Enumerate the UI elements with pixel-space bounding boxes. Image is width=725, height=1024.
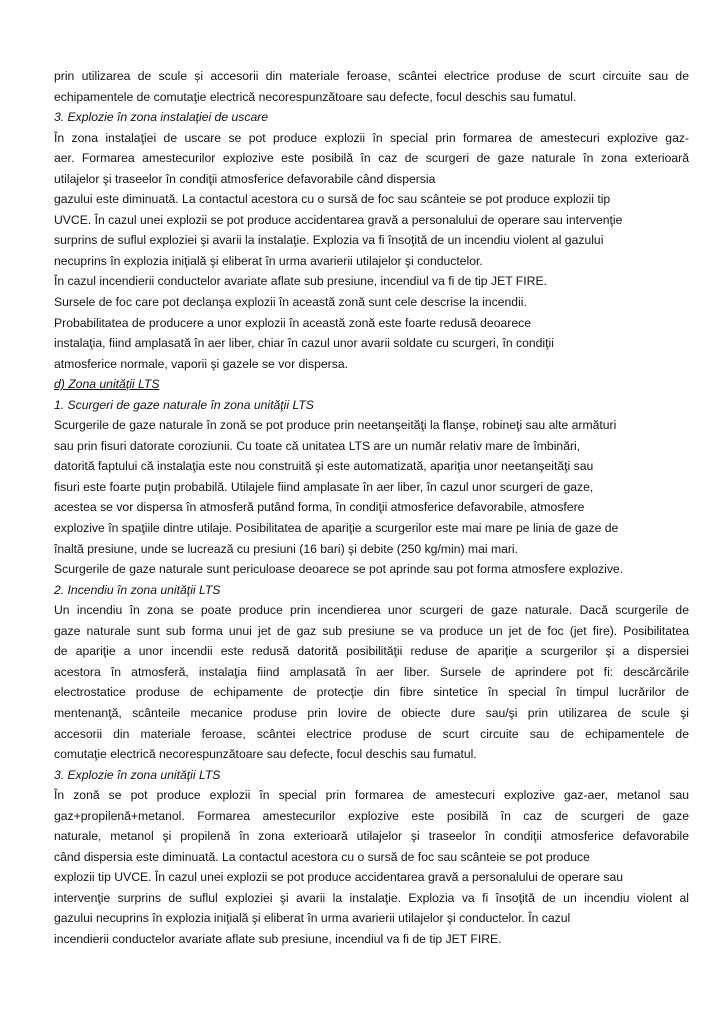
body-text-line: acestora în atmosferă, instalaţia fiind amplasată în aer liber. Sursele de aprindere pot fi: descărcările (54, 664, 689, 679)
body-text-line: accesorii din materiale feroase, scântei electrice produse de scurt circuite sau de echipamentele de (54, 726, 689, 741)
body-text-line: atmosferice normale, vaporii şi gazele se vor dispersa. (54, 356, 348, 371)
body-text-line: de apariţie a unor incendii este redusă datorită posibilităţii reduse de apariţie a scurgerilor şi a dispersiei (54, 644, 689, 659)
body-text-line: UVCE. În cazul unei explozii se pot produce accidentarea gravă a personalului de operare sau intervenţie (54, 212, 623, 227)
subsection-heading: 2. Incendiu în zona unităţii LTS (54, 582, 221, 597)
body-text-line: naturale, metanol şi propilenă în zona exterioară utilajelor şi traseelor în condiţii atmosferice defavorabile (54, 829, 689, 844)
body-text-line: gazului este diminuată. La contactul acestora cu o sursă de foc sau scânteie se pot produce explozii tip (54, 192, 611, 207)
body-text-line: acestea se vor dispersa în atmosferă putând forma, în condiţii atmosferice defavorabile, atmosfere (54, 500, 585, 515)
body-text-line: utilajelor şi traseelor în condiţii atmosferice defavorabile când dispersia (54, 171, 436, 186)
body-text-line: În zonă se pot produce explozii în special prin formarea de amestecuri explozive gaz-aer, metanol sau (54, 788, 689, 803)
body-text-line: instalaţia, fiind amplasată în aer liber, chiar în cazul unor avarii soldate cu scurgeri, în condiţii (54, 336, 554, 351)
body-text-line: explozive în spaţiile dintre utilaje. Posibilitatea de apariţie a scurgerilor este mai mare pe linia de gaze de (54, 521, 619, 536)
body-text-line: când dispersia este diminuată. La contactul acestora cu o sursă de foc sau scânteie se pot produce (54, 849, 590, 864)
body-text-line: În zona instalaţiei de uscare se pot produce explozii în special prin formarea de amestecuri explozive gaz- (54, 130, 689, 145)
body-text-line: datorită faptului că instalaţia este nou construită şi este automatizată, apariţia unor neetanşeităţi sau (54, 459, 594, 474)
body-text-line: Probabilitatea de producere a unor explozii în această zonă este foarte redusă deoarece (54, 315, 531, 330)
body-text-line: explozii tip UVCE. În cazul unei explozii se pot produce accidentarea gravă a personalului de operare sau (54, 870, 624, 885)
subsection-heading: 3. Explozie în zona unităţii LTS (54, 767, 221, 782)
body-text-line: incendierii conductelor avariate aflate sub presiune, incendiul va fi de tip JET FIRE. (54, 931, 502, 946)
body-text-line: echipamentele de comutaţie electrică necorespunzătoare sau defecte, focul deschis sau fumatul. (54, 89, 577, 104)
body-text-line: Un incendiu în zona se poate produce prin incendierea unor scurgeri de gaze naturale. Dacă scurgerile de (54, 603, 689, 618)
body-text-line: Sursele de foc care pot declanşa explozii în această zonă sunt cele descrise la incendii. (54, 295, 527, 310)
body-text-line: necuprins în explozia iniţială şi eliberat în urma avarierii utilajelor şi conductelor. (54, 253, 483, 268)
body-text-line: intervenţie surprins de suflul exploziei şi avarii la instalaţie. Explozia va fi însoţită de un incendiu violent al (54, 890, 689, 905)
body-text-line: înaltă presiune, unde se lucrează cu presiuni (16 bari) şi debite (250 kg/min) mai mari. (54, 541, 519, 556)
body-text-line: sau prin fisuri datorate coroziunii. Cu toate că unitatea LTS are un număr relativ mare de îmbinări, (54, 438, 581, 453)
body-text-line: prin utilizarea de scule și accesorii din materiale feroase, scântei electrice produse de scurt circuite sau de (54, 69, 689, 83)
body-text-line: gazului necuprins în explozia iniţială şi eliberat în urma avarierii utilajelor şi conductelor. În cazul (54, 911, 571, 926)
body-text-line: gaz+propilenă+metanol. Formarea amestecurilor explozive este posibilă în caz de scurgeri de gaze (54, 808, 689, 823)
subsection-heading: 1. Scurgeri de gaze naturale în zona unităţii LTS (54, 397, 314, 412)
body-text-line: Scurgerile de gaze naturale sunt periculoase deoarece se pot aprinde sau pot forma atmosfere explozive. (54, 562, 624, 577)
body-text-line: mentenanţă, scânteile mecanice produse prin lovire de obiecte dure sau/şi prin utilizarea de scule şi (54, 705, 689, 720)
body-text-line: surprins de suflul exploziei şi avarii la instalaţie. Explozia va fi însoţită de un incendiu violent al gazului (54, 233, 604, 248)
body-text-line: gaze naturale sunt sub forma unui jet de gaz sub presiune se va produce un jet de foc (jet fire). Posibilitatea (54, 623, 689, 638)
body-text-line: Scurgerile de gaze naturale în zonă se pot produce prin neetanşeităţi la flanşe, robineţi sau alte armături (54, 418, 617, 433)
section-heading: d) Zona unităţii LTS (54, 377, 160, 392)
body-text-line: În cazul incendierii conductelor avariate aflate sub presiune, incendiul va fi de tip JET FIRE. (54, 274, 547, 289)
section-heading: 3. Explozie în zona instalaţiei de uscare (54, 110, 269, 125)
body-text-line: comutaţie electrică necorespunzătoare sau defecte, focul deschis sau fumatul. (54, 747, 477, 762)
body-text-line: aer. Formarea amestecurilor explozive este posibilă în caz de scurgeri de gaze naturale în zona exterioară (54, 151, 689, 166)
body-text-line: fisuri este foarte puţin probabilă. Utilajele fiind amplasate în aer liber, în cazul unor scurgeri de gaze, (54, 479, 594, 494)
body-text-line: electrostatice produse de echipamente de protecţie din fibre sintetice în special în timpul lucrărilor de (54, 685, 689, 700)
